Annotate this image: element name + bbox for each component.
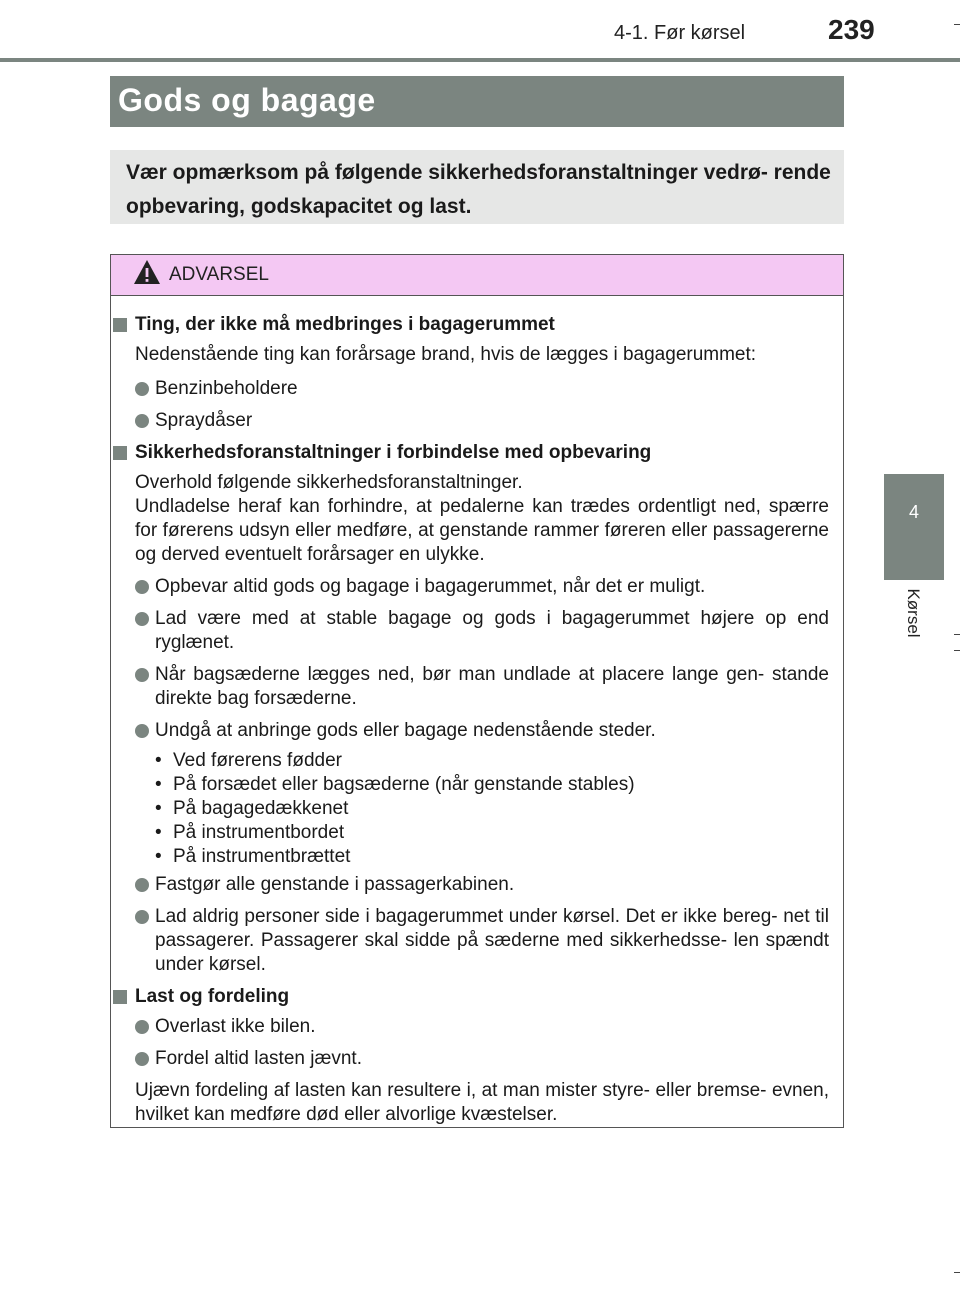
warning-heading: ADVARSEL [169, 264, 269, 285]
sub-list-item: • På forsædet eller bagsæderne (når genstande stables) [155, 774, 635, 795]
warning-triangle-icon [133, 258, 161, 286]
section-title: 4-1. Før kørsel [614, 22, 746, 44]
dot-icon: • [155, 798, 162, 819]
sub-list [111, 749, 843, 869]
page-title: Gods og bagage [118, 82, 376, 118]
list-item: Spraydåser [111, 409, 843, 433]
warning-body [111, 309, 843, 1127]
list-item: Undgå at anbringe gods eller bagage nedenstående steder. [111, 719, 843, 743]
round-bullet-icon [135, 878, 149, 892]
crop-mark [954, 24, 960, 25]
warning-box [110, 254, 844, 1128]
intro-box [110, 150, 844, 224]
round-bullet-icon [135, 1020, 149, 1034]
list-item: Fastgør alle genstande i passagerkabinen. [111, 873, 843, 897]
crop-mark [954, 1272, 960, 1273]
dot-icon: • [155, 846, 162, 867]
list-item: Opbevar altid gods og bagage i bagagerummet, når det er muligt. [111, 575, 843, 599]
round-bullet-icon [135, 724, 149, 738]
body-text: Ujævn fordeling af lasten kan resultere i, at man mister styre- eller bremse- evnen, hvilket kan medføre død eller alvorlige kvæstelser. [135, 1080, 829, 1125]
round-bullet-icon [135, 580, 149, 594]
list-item: Benzinbeholdere [111, 377, 843, 401]
round-bullet-icon [135, 612, 149, 626]
header-divider [0, 58, 960, 62]
chapter-tab [884, 474, 944, 580]
chapter-number: 4 [908, 502, 919, 522]
page-title-bar [110, 76, 844, 127]
list-item: Lad aldrig personer side i bagagerummet under kørsel. Det er ikke bereg- net til passagerer. Passagerer skal sidde på sæderne med sikkerhedsse- len spændt under kørsel. [111, 905, 843, 977]
warning-header [111, 255, 843, 296]
body-text: Overhold følgende sikkerhedsforanstaltninger. [135, 472, 523, 493]
dot-icon: • [155, 750, 162, 771]
list-item: Fordel altid lasten jævnt. [111, 1047, 843, 1071]
dot-icon: • [155, 774, 162, 795]
square-bullet-icon [113, 990, 127, 1004]
round-bullet-icon [135, 414, 149, 428]
list-item: Når bagsæderne lægges ned, bør man undlade at placere lange gen- stande direkte bag forsæderne. [111, 663, 843, 711]
body-text: Undladelse heraf kan forhindre, at pedalerne kan trædes ordentligt ned, spærre for førerens udsyn eller medføre, at genstande rammer føreren eller passagererne og derved eventuelt forårsager en ulykke. [135, 496, 829, 565]
sub-list-item: • Ved førerens fødder [155, 750, 342, 771]
square-bullet-icon [113, 446, 127, 460]
crop-mark [954, 650, 960, 651]
page-number: 239 [828, 14, 875, 45]
section-heading: Ting, der ikke må medbringes i bagagerummet [111, 313, 843, 337]
list-item: Overlast ikke bilen. [111, 1015, 843, 1039]
crop-mark [954, 634, 960, 635]
round-bullet-icon [135, 910, 149, 924]
intro-text: Vær opmærksom på følgende sikkerhedsforanstaltninger vedrø- rende opbevaring, godskapacitet og last. [126, 161, 831, 218]
sub-list-item: • På bagagedækkenet [155, 798, 349, 819]
dot-icon: • [155, 822, 162, 843]
round-bullet-icon [135, 668, 149, 682]
body-text: Nedenstående ting kan forårsage brand, hvis de lægges i bagagerummet: [135, 344, 757, 365]
square-bullet-icon [113, 318, 127, 332]
section-heading: Sikkerhedsforanstaltninger i forbindelse med opbevaring [111, 441, 843, 465]
round-bullet-icon [135, 382, 149, 396]
sub-list-item: • På instrumentbrættet [155, 846, 351, 867]
section-heading: Last og fordeling [111, 985, 843, 1009]
round-bullet-icon [135, 1052, 149, 1066]
sub-list-item: • På instrumentbordet [155, 822, 345, 843]
list-item: Lad være med at stable bagage og gods i bagagerummet højere op end ryglænet. [111, 607, 843, 655]
chapter-label: Kørsel [904, 588, 923, 638]
